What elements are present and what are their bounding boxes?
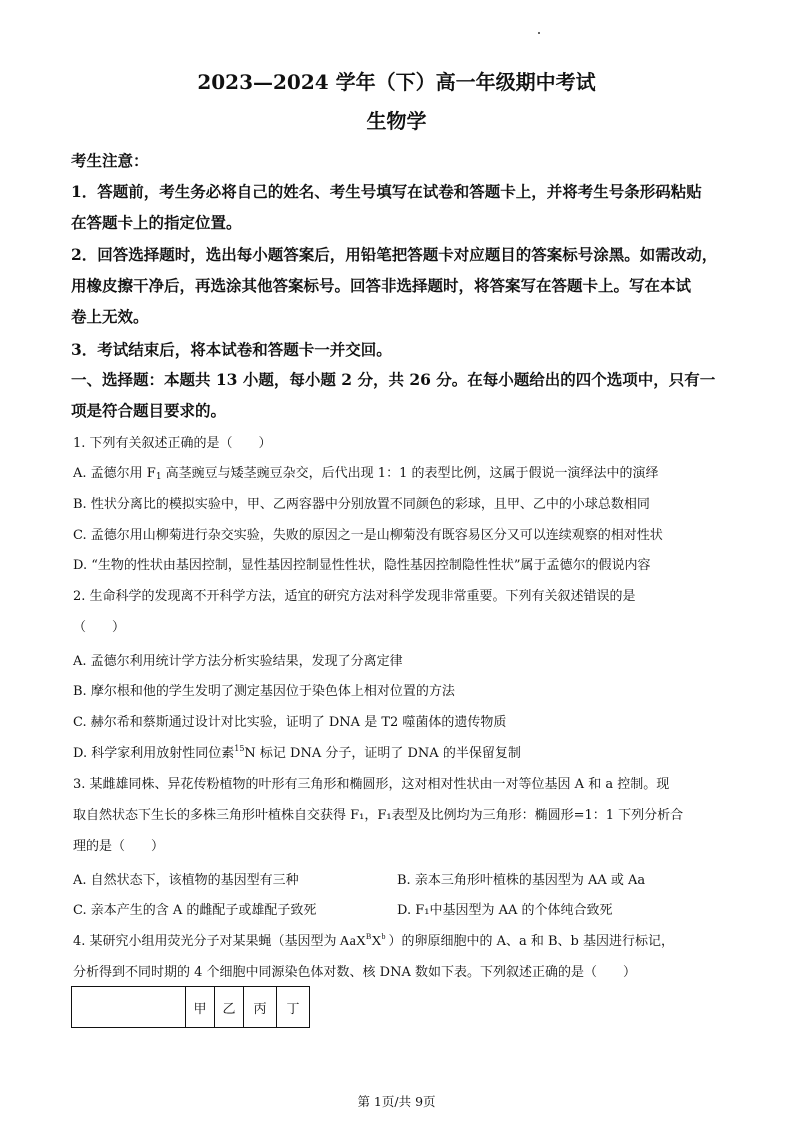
q2-option-b: B. 摩尔根和他的学生发明了测定基因位于染色体上相对位置的方法 <box>73 684 455 699</box>
notice-item-2: 2．回答选择题时，选出每小题答案后，用铅笔把答题卡对应题目的答案标号涂黑。如需改动， <box>71 245 718 264</box>
q4-stem-cont: 分析得到不同时期的 4 个细胞中同源染色体对数、核 DNA 数如下表。下列叙述正确的是（ ） <box>73 965 636 980</box>
section-heading: 一、选择题：本题共 13 小题，每小题 2 分，共 26 分。在每小题给出的四个选项中，只有一 <box>71 370 716 389</box>
table-header-yi: 乙 <box>215 987 244 1028</box>
q3-stem: 3. 某雌雄同株、异花传粉植物的叶形有三角形和椭圆形，这对相对性状由一对等位基因 A 和 a 控制。现 <box>73 777 670 792</box>
notice-item-1-cont: 在答题卡上的指定位置。 <box>71 213 242 232</box>
q1-option-d: D. “生物的性状由基因控制，显性基因控制显性性状，隐性基因控制隐性性状”属于孟德尔的假说内容 <box>73 558 651 573</box>
q3-option-a: A. 自然状态下，该植物的基因型有三种 <box>73 873 299 888</box>
q2-option-a: A. 孟德尔利用统计学方法分析实验结果，发现了分离定律 <box>73 654 403 669</box>
subject-title: 生物学 <box>366 109 427 133</box>
genotype-formula: $AaX^BX^b$ <box>339 932 386 949</box>
q4-stem: 4. 某研究小组用荧光分子对某果蝇（基因型为 $AaX^BX^b$ ）的卵原细胞中的 A、a 和 B、b 基因进行标记， <box>73 932 674 949</box>
section-heading-cont: 项是符合题目要求的。 <box>71 401 227 420</box>
table-header-blank <box>72 987 186 1028</box>
notice-item-2-cont2: 卷上无效。 <box>71 307 149 326</box>
q3-option-b: B. 亲本三角形叶植株的基因型为 AA 或 Aa <box>397 873 646 888</box>
scan-dot <box>538 32 540 34</box>
q4-data-table <box>71 986 310 1028</box>
q1-stem: 1. 下列有关叙述正确的是（ ） <box>73 436 272 451</box>
notice-heading: 考生注意： <box>71 151 149 170</box>
exam-title: 2023—2024 学年（下）高一年级期中考试 <box>197 70 596 94</box>
table-row <box>72 987 310 1028</box>
q2-option-c: C. 赫尔希和蔡斯通过设计对比实验，证明了 DNA 是 T2 噬菌体的遗传物质 <box>73 715 507 730</box>
q2-option-d: D. 科学家利用放射性同位素$^{15}$N 标记 DNA 分子，证明了 DNA 的半保留复制 <box>73 744 521 761</box>
q3-option-c: C. 亲本产生的含 A 的雌配子或雄配子致死 <box>73 903 317 918</box>
q2-answer-paren: （ ） <box>73 620 126 635</box>
notice-item-3: 3．考试结束后，将本试卷和答题卡一并交回。 <box>71 340 392 359</box>
table-header-jia: 甲 <box>186 987 215 1028</box>
q3-option-d: D. F₁中基因型为 AA 的个体纯合致死 <box>397 903 613 918</box>
table-header-bing: 丙 <box>244 987 277 1028</box>
q1-option-c: C. 孟德尔用山柳菊进行杂交实验，失败的原因之一是山柳菊没有既容易区分又可以连续观察的相对性状 <box>73 528 663 543</box>
notice-item-1: 1．答题前，考生务必将自己的姓名、考生号填写在试卷和答题卡上，并将考生号条形码粘贴 <box>71 182 702 201</box>
q2-stem: 2. 生命科学的发现离不开科学方法，适宜的研究方法对科学发现非常重要。下列有关叙述错误的是 <box>73 589 636 604</box>
page-footer: 第 1页/共 9页 <box>357 1094 436 1109</box>
q3-stem-cont2: 理的是（ ） <box>73 839 165 854</box>
notice-item-2-cont: 用橡皮擦干净后，再选涂其他答案标号。回答非选择题时，将答案写在答题卡上。写在本试 <box>71 276 692 295</box>
q1-option-a: A. 孟德尔用 $F_1$ 高茎豌豆与矮茎豌豆杂交，后代出现 1：1 的表型比例，这属于假说一演绎法中的演绎 <box>73 466 659 482</box>
table-header-ding: 丁 <box>277 987 310 1028</box>
q1-option-b: B. 性状分离比的模拟实验中，甲、乙两容器中分别放置不同颜色的彩球，且甲、乙中的小球总数相同 <box>73 497 650 512</box>
q3-stem-cont: 取自然状态下生长的多株三角形叶植株自交获得 F₁，F₁表型及比例均为三角形：椭圆形=1：1 下列分析合 <box>73 808 684 823</box>
